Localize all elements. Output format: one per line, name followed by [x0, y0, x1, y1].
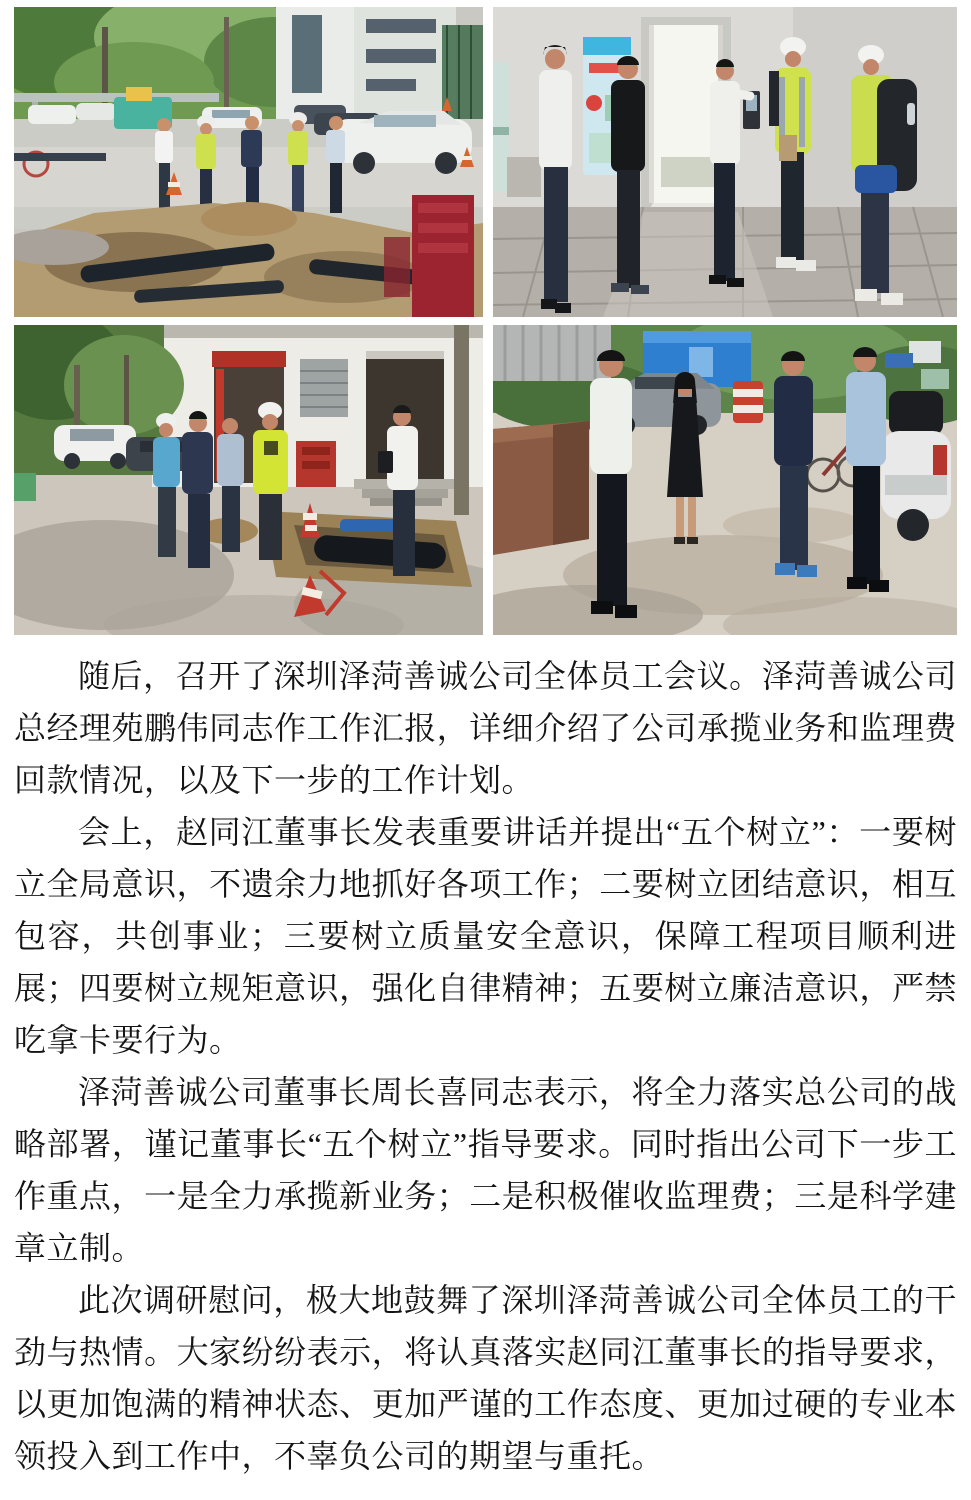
- paragraph-chairman-response: 泽菏善诚公司董事长周长喜同志表示，将全力落实总公司的战略部署，谨记董事长“五个树立”指导要求。同时指出公司下一步工作重点，一是全力承揽新业务；二是积极催收监理费；三是科学建章立制。: [14, 1074, 957, 1266]
- photo-excavation-road-art: [14, 7, 483, 317]
- paragraph-five-establishes: 会上，赵同江董事长发表重要讲话并提出“五个树立”：一要树立全局意识，不遗余力地抓好各项工作；二要树立团结意识，相互包容，共创事业；三要树立质量安全意识，保障工程项目顺利进展；四要树立规矩意识，强化自律精神；五要树立廉洁意识，严禁吃拿卡要行为。: [14, 814, 957, 1058]
- photo-roadside-talk-art: [493, 325, 957, 635]
- paragraph-conclusion: 此次调研慰问，极大地鼓舞了深圳泽菏善诚公司全体员工的干劲与热情。大家纷纷表示，将认真落实赵同江董事长的指导要求，以更加饱满的精神状态、更加严谨的工作态度、更加过硬的专业本领投入到工作中，不辜负公司的期望与重托。: [14, 1282, 957, 1474]
- article-body: [14, 650, 957, 1482]
- photo-excavation-road: [14, 7, 483, 317]
- photo-roadside-talk: [493, 325, 957, 635]
- paragraph-meeting: 随后，召开了深圳泽菏善诚公司全体员工会议。泽菏善诚公司总经理苑鹏伟同志作工作汇报，详细介绍了公司承揽业务和监理费回款情况，以及下一步的工作计划。: [14, 658, 957, 798]
- photo-corridor-elevator-art: [493, 7, 957, 317]
- photo-corridor-elevator: [493, 7, 957, 317]
- photo-grid: [14, 7, 957, 635]
- photo-building-pit-art: [14, 325, 483, 635]
- photo-building-pit: [14, 325, 483, 635]
